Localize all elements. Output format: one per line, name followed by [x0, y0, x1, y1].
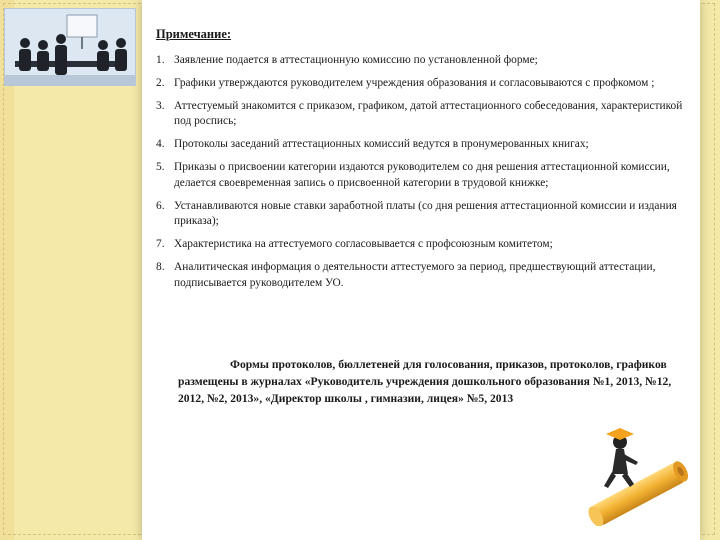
forms-paragraph: Формы протоколов, бюллетеней для голосования, приказов, протоколов, графиков размещены в журналах «Руководитель учреждения дошкольного образования №1, 2013, №12, 2012, №2, 2013», «Директор школы , гимназии, лицея» №5, 2013	[178, 358, 672, 405]
list-item: 4. Протоколы заседаний аттестационных комиссий ведутся в пронумерованных книгах;	[156, 138, 589, 151]
list-item: 3. Аттестуемый знакомится с приказом, графиком, датой аттестационного собеседования, характеристикой под роспись;	[156, 99, 683, 128]
list-item: 5. Приказы о присвоении категории издаются руководителем со дня решения аттестационной комиссии, делается своевременная запись о присвоенной категории в трудовой книжке;	[156, 161, 670, 189]
list-item: 8. Аналитическая информация о деятельности аттестуемого за период, предшествующий аттестации, подписывается руководителем УО.	[156, 261, 656, 289]
list-item: 1. Заявление подается в аттестационную комиссию по установленной форме;	[156, 53, 538, 66]
note-title: Примечание:	[156, 27, 232, 41]
list-item: 6. Устанавливаются новые ставки заработной платы (со дня решения аттестационной комиссии и издания приказа);	[156, 199, 677, 228]
list-item: 7. Характеристика на аттестуемого согласовывается с профсоюзным комитетом;	[156, 238, 553, 251]
notes-section	[156, 27, 696, 299]
list-item: 2. Графики утверждаются руководителем учреждения образования и согласовываются с профкомом ;	[156, 76, 655, 89]
graduate-scroll-clipart	[582, 414, 690, 526]
notes-list	[156, 53, 696, 292]
meeting-photo	[4, 8, 136, 86]
